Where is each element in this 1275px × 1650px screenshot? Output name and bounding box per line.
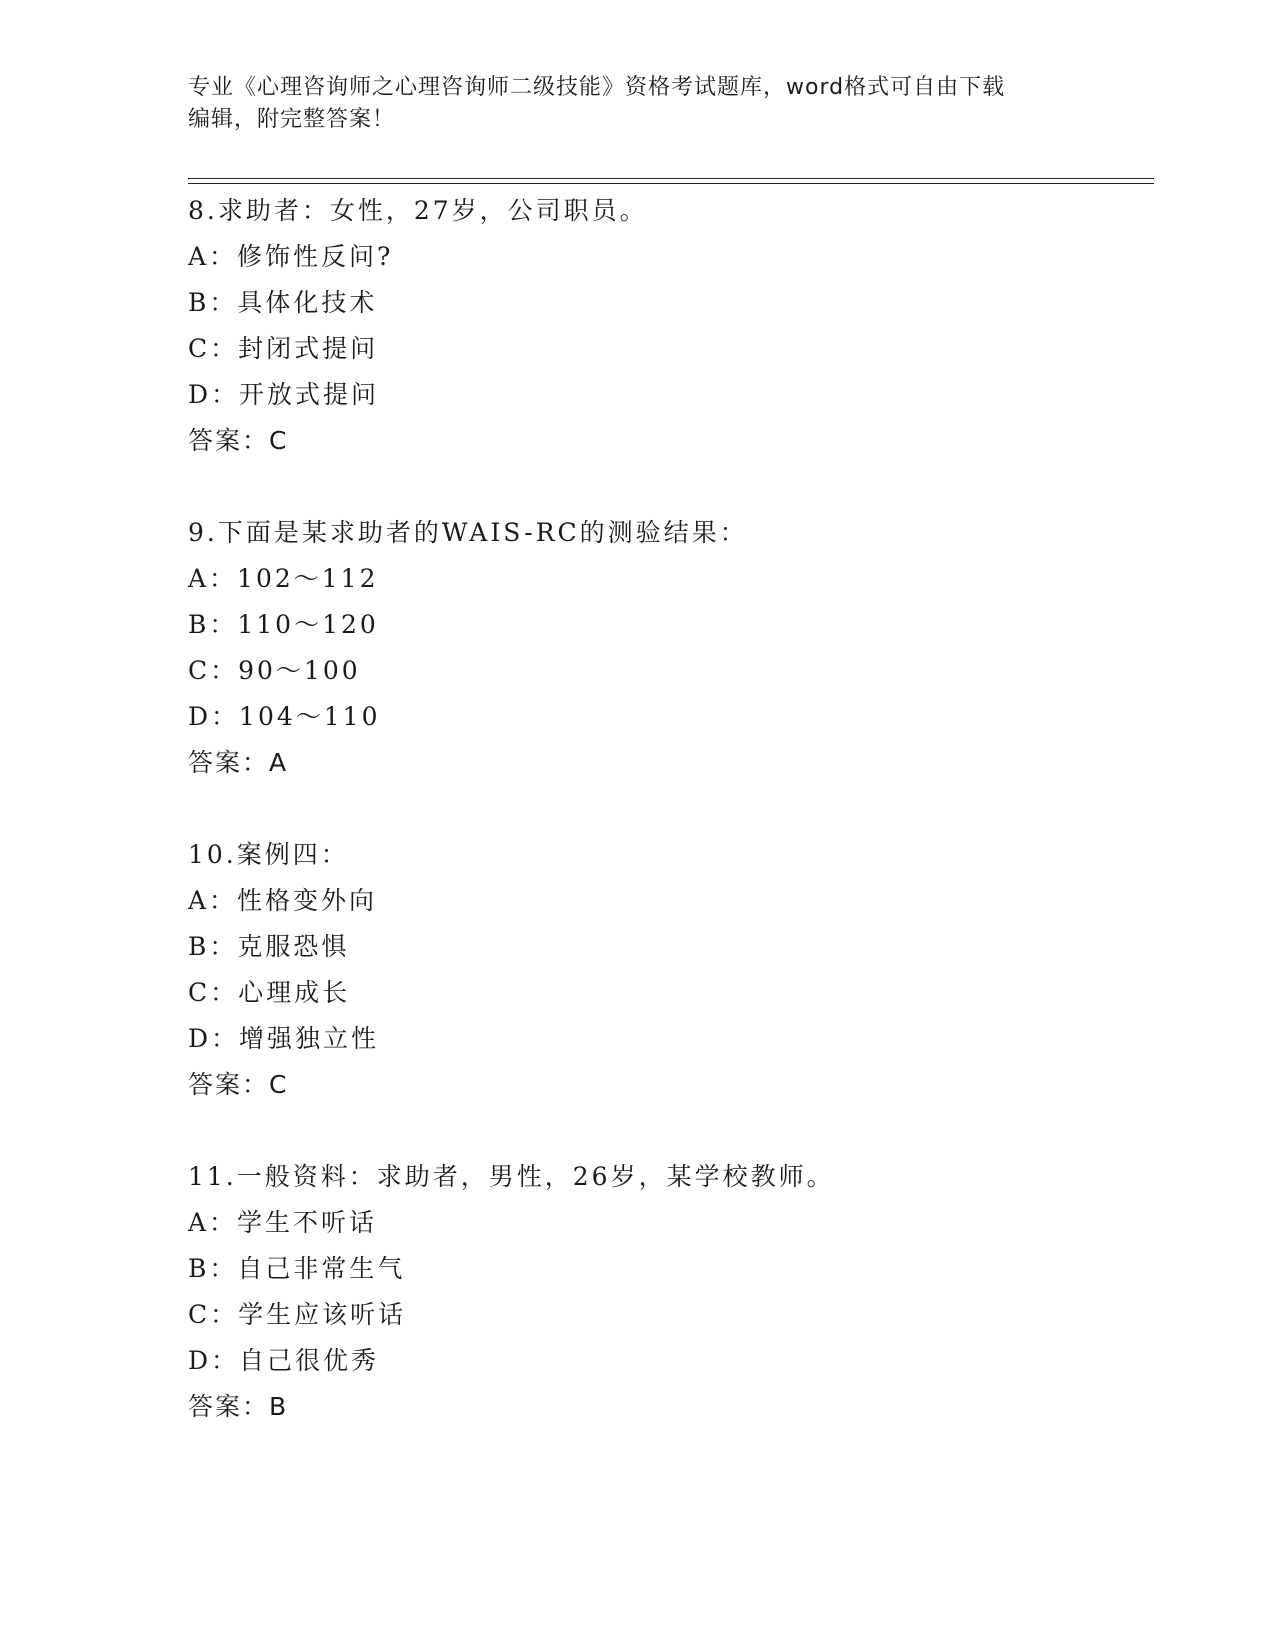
option-c: C：学生应该听话 (188, 1300, 407, 1329)
answer-label: 答案：C (188, 1070, 289, 1099)
question-11 (188, 1154, 1148, 1430)
question-stem: 8.求助者：女性，27岁，公司职员。 (188, 196, 648, 225)
option-a: A：性格变外向 (188, 886, 378, 915)
option-d: D：增强独立性 (188, 1024, 380, 1053)
document-header (188, 72, 1088, 136)
question-9 (188, 510, 1148, 786)
option-d: D：开放式提问 (188, 380, 380, 409)
answer-label: 答案：B (188, 1392, 289, 1421)
question-stem: 11.一般资料：求助者，男性，26岁，某学校教师。 (188, 1162, 835, 1191)
question-10 (188, 832, 1148, 1108)
option-b: B：具体化技术 (188, 288, 378, 317)
question-stem: 9.下面是某求助者的WAIS-RC的测验结果： (188, 518, 748, 547)
option-d: D：104～110 (188, 702, 381, 731)
option-b: B：110～120 (188, 610, 379, 639)
option-b: B：自己非常生气 (188, 1254, 406, 1283)
header-line-2: 编辑，附完整答案！ (188, 107, 396, 132)
question-8 (188, 188, 1148, 464)
option-d: D：自己很优秀 (188, 1346, 380, 1375)
option-c: C：90～100 (188, 656, 361, 685)
header-divider-bottom (188, 183, 1154, 184)
option-b: B：克服恐惧 (188, 932, 350, 961)
option-a: A：102～112 (188, 564, 379, 593)
option-a: A：修饰性反问? (188, 242, 394, 271)
answer-label: 答案：C (188, 426, 289, 455)
header-divider-top (188, 178, 1154, 179)
option-a: A：学生不听话 (188, 1208, 378, 1237)
question-list (188, 188, 1148, 1476)
header-line-1: 专业《心理咨询师之心理咨询师二级技能》资格考试题库，word格式可自由下载 (188, 75, 1006, 100)
question-stem: 10.案例四： (188, 840, 349, 869)
option-c: C：封闭式提问 (188, 334, 379, 363)
answer-label: 答案：A (188, 748, 289, 777)
option-c: C：心理成长 (188, 978, 351, 1007)
